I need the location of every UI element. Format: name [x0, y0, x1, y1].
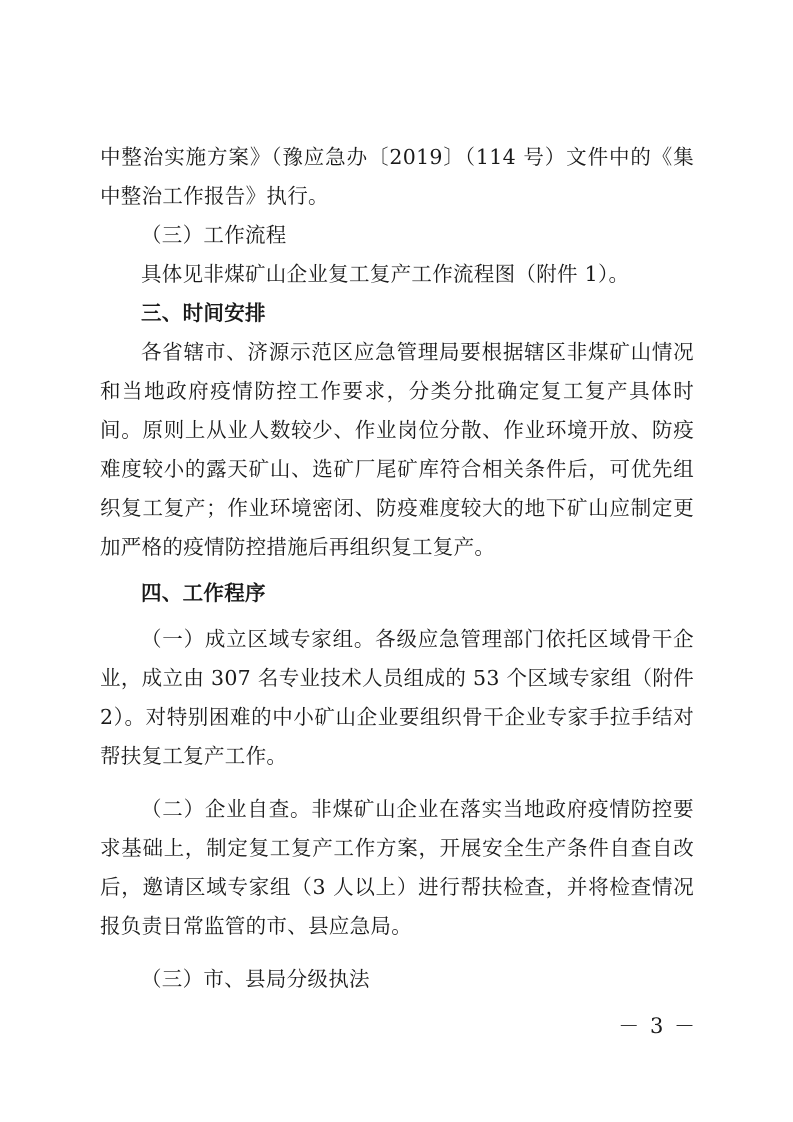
heading-work-procedure: 四、工作程序: [141, 581, 266, 605]
paragraph-self-inspection: （二）企业自查。非煤矿山企业在落实当地政府疫情防控要求基础上，制定复工复产工作方案，开展安全生产条件自查自改后，邀请区域专家组（3 人以上）进行帮扶检查，并将检查情况报负责日常监管的市、县应急局。: [100, 797, 694, 938]
page-number: － 3 －: [618, 1014, 697, 1038]
paragraph-expert-group: （一）成立区域专家组。各级应急管理部门依托区域骨干企业，成立由 307 名专业技术人员组成的 53 个区域专家组（附件 2）。对特别困难的中小矿山企业要组织骨干企业专家手拉手结对帮扶复工复产工作。: [100, 627, 694, 768]
document-body: [100, 138, 694, 999]
paragraph-flowchart-reference: 具体见非煤矿山企业复工复产工作流程图（附件 1）。: [141, 262, 630, 286]
paragraph-implementation-plan: 中整治实施方案》（豫应急办〔2019〕（114 号）文件中的《集中整治工作报告》执行。: [100, 145, 694, 208]
subheading-work-process: （三）工作流程: [141, 223, 287, 247]
paragraph-tiered-enforcement: （三）市、县局分级执法: [141, 967, 370, 991]
paragraph-time-schedule: 各省辖市、济源示范区应急管理局要根据辖区非煤矿山情况和当地政府疫情防控工作要求，分类分批确定复工复产具体时间。原则上从业人数较少、作业岗位分散、作业环境开放、防疫难度较小的露天矿山、选矿厂尾矿库符合相关条件后，可优先组织复工复产；作业环境密闭、防疫难度较大的地下矿山应制定更加严格的疫情防控措施后再组织复工复产。: [100, 340, 694, 559]
heading-time-schedule: 三、时间安排: [141, 301, 266, 325]
